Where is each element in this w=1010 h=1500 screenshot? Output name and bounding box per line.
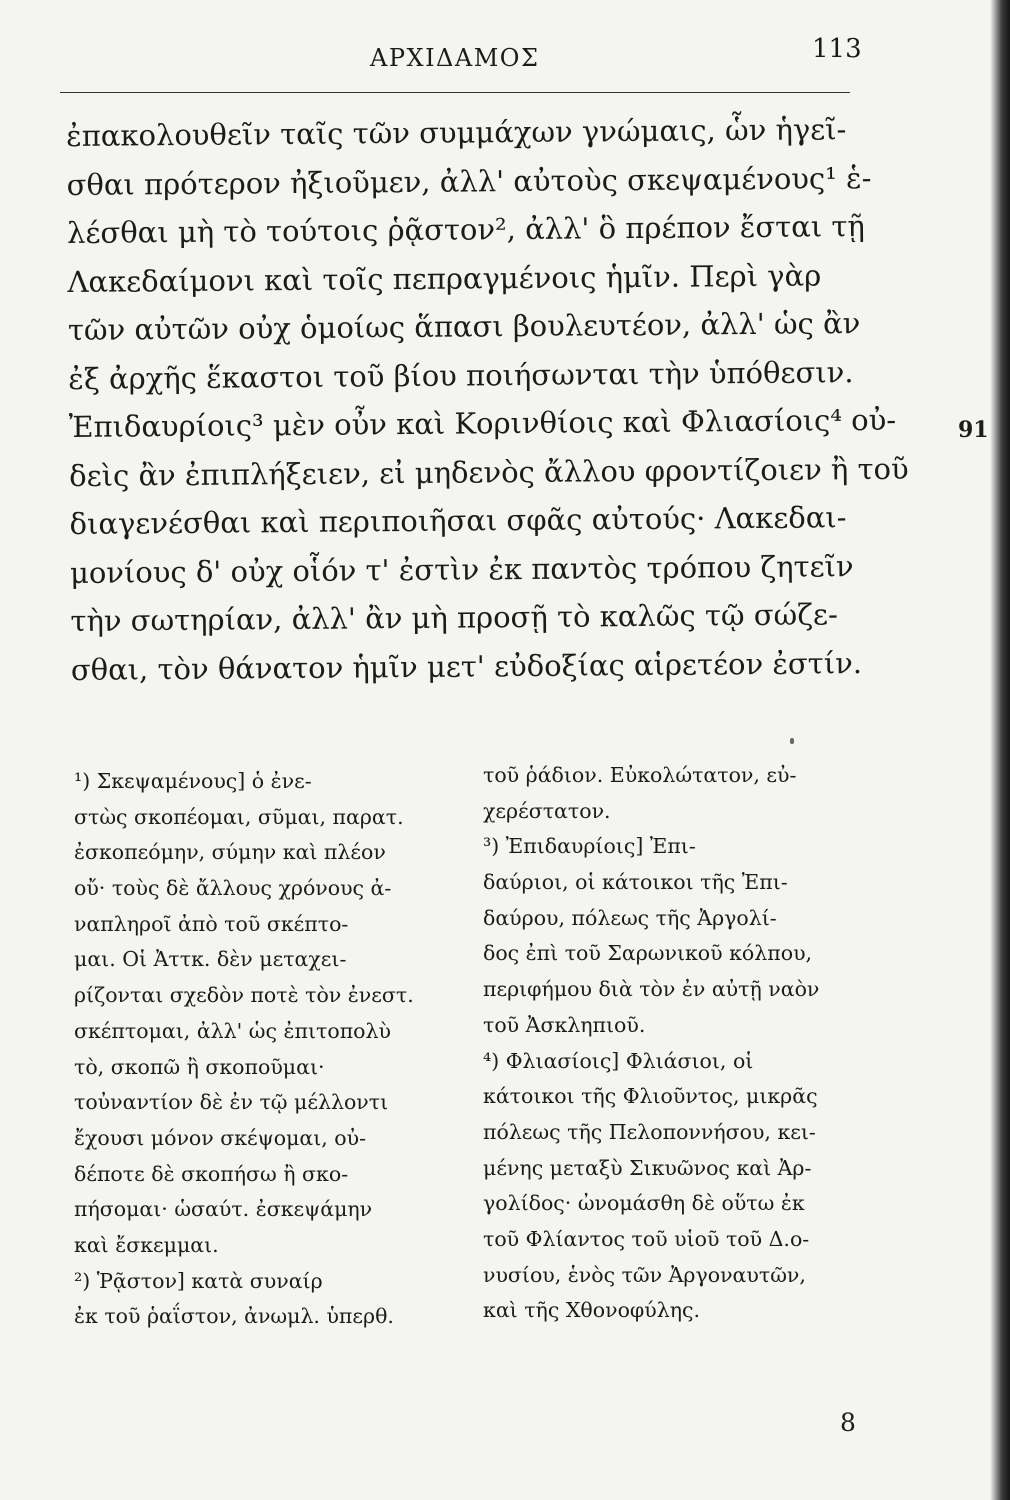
- footnote-line: τοῦ Ἀσκληπιοῦ.: [483, 1012, 646, 1037]
- main-text-block: [66, 105, 909, 694]
- footnote-line: στὼς σκοπέομαι, σῦμαι, παρατ.: [74, 804, 404, 829]
- footnote-line: πόλεως τῆς Πελοποννήσου, κει-: [483, 1119, 816, 1144]
- footnote-line: γολίδος· ὠνομάσθη δὲ οὕτω ἐκ: [483, 1191, 805, 1216]
- signature-mark: 8: [840, 1408, 856, 1437]
- footnote-line: δέποτε δὲ σκοπήσω ἢ σκο-: [74, 1161, 349, 1186]
- footnote-line: ¹) Σκεψαμένους] ὁ ἐνε-: [74, 769, 312, 793]
- main-text-line: δεὶς ἂν ἐπιπλήξειεν, εἰ μηδενὸς ἄλλου φροντίζοιεν ἢ τοῦ: [69, 451, 909, 493]
- footnote-line: ⁴) Φλιασίοις] Φλιάσιοι, οἱ: [483, 1048, 754, 1073]
- footnotes-left-column: [74, 764, 474, 1335]
- footnotes-right-column: [483, 758, 903, 1329]
- footnote-line: κάτοικοι τῆς Φλιοῦντος, μικρᾶς: [483, 1084, 818, 1109]
- header-rule: [60, 92, 850, 93]
- running-header-title: ΑΡΧΙΔΑΜΟΣ: [370, 44, 540, 72]
- footnote-line: πήσομαι· ὡσαύτ. ἐσκεψάμην: [74, 1197, 373, 1222]
- footnote-line: χερέστατον.: [483, 798, 611, 823]
- footnote-line: δαύρου, πόλεως τῆς Ἀργολί-: [483, 905, 777, 930]
- main-text-line: μονίους δ' οὐχ οἷόν τ' ἐστὶν ἐκ παντὸς τρόπου ζητεῖν: [69, 548, 854, 590]
- main-text-line: σθαι, τὸν θάνατον ἡμῖν μετ' εὐδοξίας αἱρετέον ἐστίν.: [70, 645, 863, 687]
- main-text-line: τῶν αὐτῶν οὐχ ὁμοίως ἅπασι βουλευτέον, ἀλλ' ὡς ἂν: [67, 306, 861, 347]
- footnote-line: ρίζονται σχεδὸν ποτὲ τὸν ἐνεστ.: [74, 983, 414, 1008]
- footnote-line: μένης μεταξὺ Σικυῶνος καὶ Ἀρ-: [483, 1155, 812, 1180]
- footnote-line: ναπληροῖ ἀπὸ τοῦ σκέπτο-: [74, 911, 349, 936]
- footnote-line: τοὐναντίον δὲ ἐν τῷ μέλλοντι: [74, 1090, 389, 1115]
- footnote-line: τοῦ ῥάδιον. Εὐκολώτατον, εὐ-: [483, 763, 797, 787]
- footnote-line: δος ἐπὶ τοῦ Σαρωνικοῦ κόλπου,: [483, 941, 813, 966]
- footnote-line: νυσίου, ἑνὸς τῶν Ἀργοναυτῶν,: [483, 1262, 806, 1287]
- footnote-line: μαι. Οἱ Ἀττκ. δὲν μεταχει-: [74, 947, 347, 972]
- main-text-line: Λακεδαίμονι καὶ τοῖς πεπραγμένοις ἡμῖν. Περὶ γὰρ: [67, 257, 822, 299]
- main-text-line: λέσθαι μὴ τὸ τούτοις ῥᾷστον², ἀλλ' ὃ πρέπον ἔσται τῇ: [66, 209, 865, 250]
- footnote-line: ²) Ῥᾷστον] κατὰ συναίρ: [74, 1268, 323, 1293]
- footnote-line: καὶ τῆς Χθονοφύλης.: [483, 1298, 701, 1323]
- main-text-line: ἐπακολουθεῖν ταῖς τῶν συμμάχων γνώμαις, ὧν ἡγεῖ-: [66, 112, 847, 153]
- ink-speck: [790, 738, 794, 744]
- footnote-line: σκέπτομαι, ἀλλ' ὡς ἐπιτοπολὺ: [74, 1018, 391, 1043]
- main-text-line: σθαι πρότερον ἠξιοῦμεν, ἀλλ' αὐτοὺς σκεψαμένους¹ ἑ-: [66, 160, 872, 202]
- footnote-line: δαύριοι, οἱ κάτοικοι τῆς Ἐπι-: [483, 870, 788, 895]
- footnote-line: ἐκ τοῦ ῥαΐστον, ἀνωμλ. ὑπερθ.: [74, 1304, 394, 1329]
- page-number: 113: [812, 34, 862, 64]
- main-text-line: διαγενέσθαι καὶ περιποιῆσαι σφᾶς αὐτούς· Λακεδαι-: [69, 500, 847, 541]
- main-text-line: τὴν σωτηρίαν, ἀλλ' ἂν μὴ προσῇ τὸ καλῶς τῷ σώζε-: [70, 597, 838, 638]
- main-text-line: Ἐπιδαυρίοις³ μὲν οὖν καὶ Κορινθίοις καὶ Φλιασίοις⁴ οὐ-: [68, 402, 897, 444]
- footnote-line: ³) Ἐπιδαυρίοις] Ἐπι-: [483, 834, 696, 859]
- margin-section-number: 91: [958, 417, 989, 443]
- footnote-line: τοῦ Φλίαντος τοῦ υἱοῦ τοῦ Δ.ο-: [483, 1226, 810, 1251]
- footnote-line: οὔ· τοὺς δὲ ἄλλους χρόνους ἀ-: [74, 876, 392, 901]
- main-text-line: ἐξ ἀρχῆς ἕκαστοι τοῦ βίου ποιήσωνται τὴν ὑπόθεσιν.: [68, 354, 854, 396]
- footnote-line: καὶ ἔσκεμμαι.: [74, 1232, 219, 1257]
- footnote-line: τὸ, σκοπῶ ἢ σκοποῦμαι·: [74, 1054, 325, 1079]
- footnote-line: ἔχουσι μόνον σκέψομαι, οὐ-: [74, 1125, 367, 1150]
- footnote-line: περιφήμου διὰ τὸν ἐν αὐτῇ ναὸν: [483, 977, 820, 1002]
- footnote-line: ἐσκοπεόμην, σύμην καὶ πλέον: [74, 840, 386, 865]
- page-edge-shadow: [990, 0, 1010, 1500]
